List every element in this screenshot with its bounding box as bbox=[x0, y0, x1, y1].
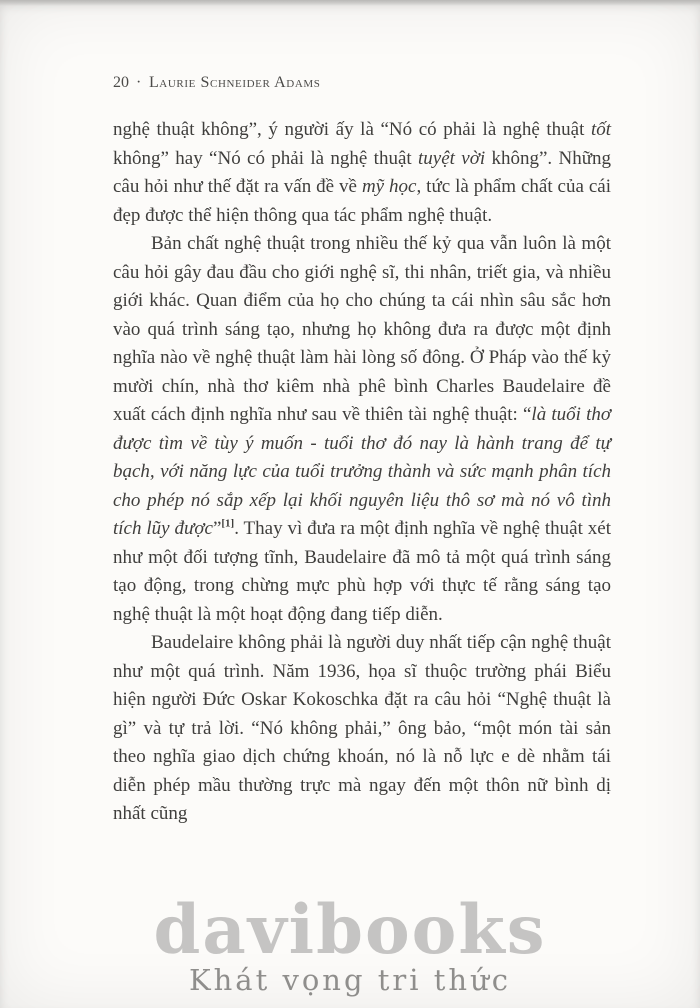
text-segment: ” bbox=[212, 518, 222, 539]
header-author: Laurie Schneider Adams bbox=[148, 74, 321, 91]
paragraph bbox=[113, 116, 611, 230]
text-segment: [1] bbox=[221, 517, 235, 530]
text-segment: . Thay vì đưa ra một định nghĩa về nghệ thuật xét như một đối tượng tĩnh, Baudelaire đã mô tả một quá trình sáng tạo động, trong chừng mực phù hợp với thực tế rằng sáng tạo nghệ thuật là một hoạt động đang tiếp diễn. bbox=[113, 518, 611, 625]
text-segment: mỹ học bbox=[361, 176, 417, 197]
body-text bbox=[113, 116, 611, 829]
watermark-brand: davibooks bbox=[153, 890, 547, 969]
text-segment: Baudelaire không phải là người duy nhất tiếp cận nghệ thuật như một quá trình. Năm 1936, họa sĩ thuộc trường phái Biểu hiện người Đức Oskar Kokoschka đặt ra câu hỏi “Nghệ thuật là gì” và tự trả lời. “Nó không phải,” ông bảo, “một món tài sản theo nghĩa giao dịch chứng khoán, nó là nỗ lực e dè nhằm tái diễn phép mầu thường trực mà ngay đến một thôn nữ bình dị nhất cũng bbox=[113, 632, 611, 824]
header-separator: · bbox=[136, 74, 142, 91]
text-segment: là tuổi thơ được tìm về tùy ý muốn - tuổi thơ đó nay là hành trang để tự bạch, với năng lực của tuổi trưởng thành và sức mạnh phân tích cho phép nó sắp xếp lại khối nguyên liệu thô sơ mà nó vô tình tích lũy được bbox=[113, 404, 611, 539]
watermark bbox=[0, 890, 700, 997]
text-segment: , tức là phẩm chất của cái đẹp được thể hiện thông qua tác phẩm nghệ thuật. bbox=[113, 176, 611, 226]
text-segment: Bản chất nghệ thuật trong nhiều thế kỷ qua vẫn luôn là một câu hỏi gây đau đầu cho giới nghệ sĩ, thi nhân, triết gia, và nhiều giới khác. Quan điểm của họ cho chúng ta cái nhìn sâu sắc hơn vào quá trình sáng tạo, nhưng họ không đưa ra được một định nghĩa nào về nghệ thuật làm hài lòng số đông. Ở Pháp vào thế kỷ mười chín, nhà thơ kiêm nhà phê bình Charles Baudelaire đề xuất cách định nghĩa như sau về thiên tài nghệ thuật: “ bbox=[113, 233, 611, 425]
text-segment: không” hay “Nó có phải là nghệ thuật bbox=[113, 147, 418, 169]
paragraph bbox=[113, 230, 611, 629]
text-segment: không”. Những câu hỏi như thế đặt ra vấn đề về bbox=[113, 147, 612, 197]
paragraph bbox=[113, 629, 611, 829]
watermark-tagline: Khát vọng tri thức bbox=[188, 963, 512, 997]
text-segment: tuyệt vời bbox=[418, 147, 486, 169]
page-header bbox=[113, 74, 320, 92]
text-segment: nghệ thuật không”, ý người ấy là “Nó có phải là nghệ thuật bbox=[113, 119, 591, 140]
text-segment: tốt bbox=[590, 119, 611, 140]
page-number: 20 bbox=[113, 74, 129, 91]
